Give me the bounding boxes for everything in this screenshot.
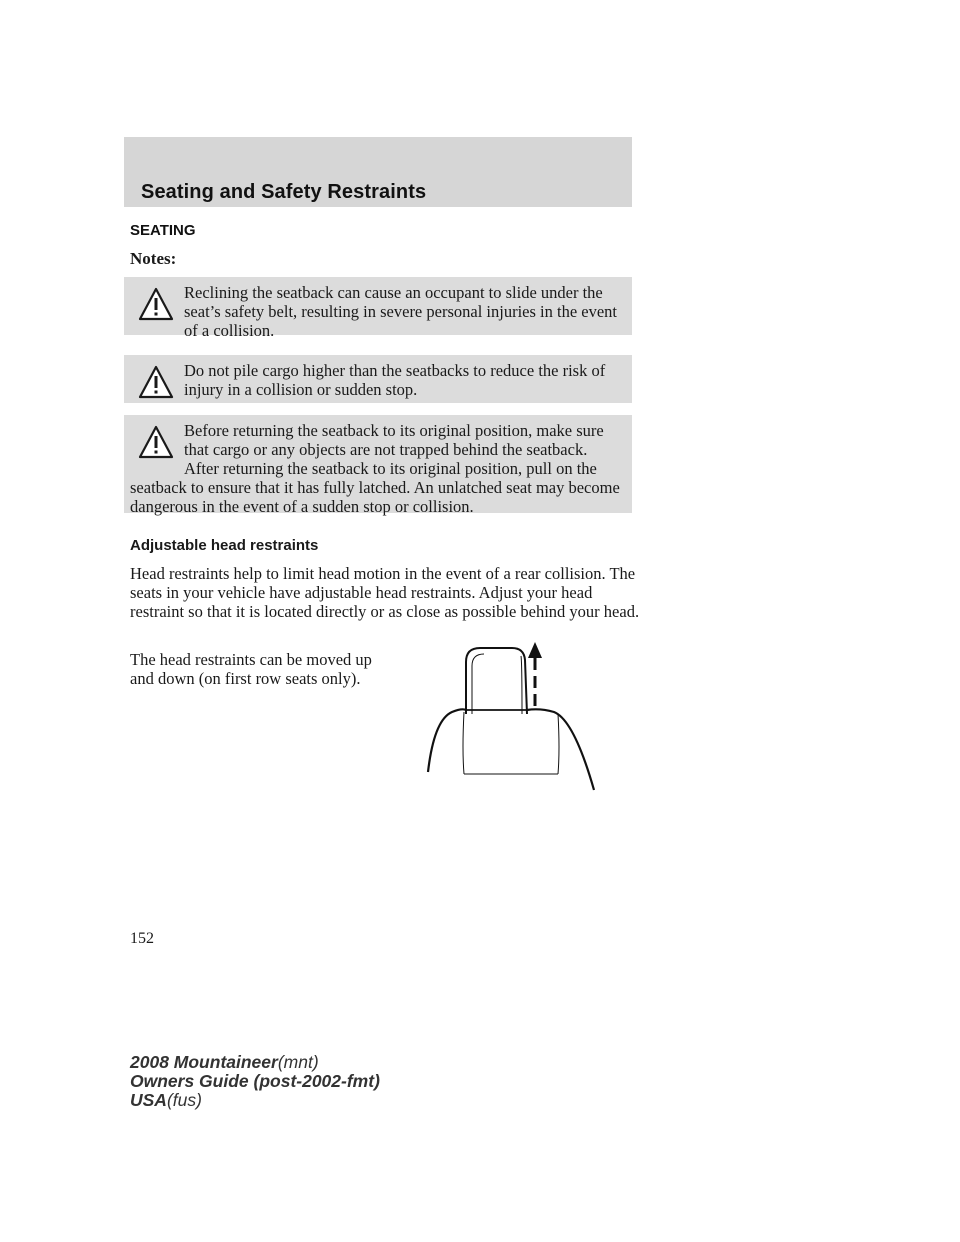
warning-text: Do not pile cargo higher than the seatbacks to reduce the risk of injury in a collision or sudden stop. [184, 361, 606, 399]
warning-box [124, 355, 632, 403]
page-number: 152 [130, 930, 154, 947]
warning-triangle-icon [138, 363, 174, 401]
footer-model-code: (mnt) [277, 1052, 319, 1072]
warning-text: Reclining the seatback can cause an occupant to slide under the seat’s safety belt, resulting in severe personal injuries in the event of a collision. [184, 283, 617, 340]
notes-label: Notes: [130, 249, 177, 268]
head-restraint-illustration [424, 640, 600, 792]
warning-triangle-icon [138, 423, 174, 461]
footer-market: USA [130, 1090, 167, 1110]
warning-triangle-icon [138, 285, 174, 323]
subsection-heading: Adjustable head restraints [130, 537, 319, 554]
footer-guide: Owners Guide (post-2002-fmt) [130, 1071, 380, 1091]
head-restraint-paragraph: Head restraints help to limit head motion in the event of a rear collision. The seats in your vehicle have adjustable head restraints. Adjust your head restraint so that it is located directly or as close as possible behind your head. [130, 564, 640, 621]
document-footer [130, 1053, 380, 1110]
footer-model: 2008 Mountaineer [130, 1052, 278, 1072]
page-header-title: Seating and Safety Restraints [141, 181, 427, 203]
head-restraint-adjust-paragraph: The head restraints can be moved up and down (on first row seats only). [130, 650, 372, 688]
warning-box [124, 277, 632, 340]
warning-text: Before returning the seatback to its original position, make sure that cargo or any objects are not trapped behind the seatback. After returning the seatback to its original position, pull on the seatback to ensure that it has fully latched. An unlatched seat may become dangerous in the event of a sudden stop or collision. [130, 421, 620, 516]
warning-box [124, 415, 632, 516]
section-heading: SEATING [130, 222, 196, 239]
footer-market-code: (fus) [166, 1090, 202, 1110]
